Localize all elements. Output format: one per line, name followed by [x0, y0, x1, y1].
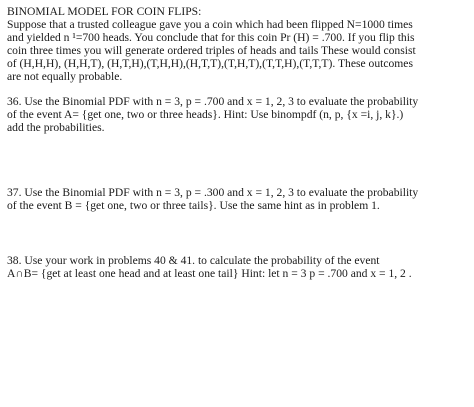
q38-line-1: 38. Use your work in problems 40 & 41. to calculate the probability of the event: [7, 254, 380, 268]
question-37: [7, 186, 469, 212]
question-38: [7, 254, 469, 280]
document-page: [7, 5, 469, 280]
q37-line-1: 37. Use the Binomial PDF with n = 3, p = .300 and x = 1, 2, 3 to evaluate the probability: [7, 185, 419, 199]
q38-line-2: A∩B= {get at least one head and at least one tail} Hint: let n = 3 p = .700 and x = 1, 2 .: [7, 267, 412, 281]
intro-line-4: of (H,H,H), (H,H,T), (H,T,H),(T,H,H),(H,T,T),(T,H,T),(T,T,H),(T,T,T). These outcomes: [7, 57, 413, 71]
q36-line-1: 36. Use the Binomial PDF with n = 3, p = .700 and x = 1, 2, 3 to evaluate the probability: [7, 94, 419, 108]
q36-line-2: of the event A= {get one, two or three heads}. Hint: Use binompdf (n, p, {x =i, j, k}.): [7, 107, 404, 121]
intro-line-3: coin three times you will generate ordered triples of heads and tails These would consist: [7, 44, 416, 58]
intro-line-2: and yielded n ¹=700 heads. You conclude that for this coin Pr (H) = .700. If you flip this: [7, 31, 415, 45]
q37-line-2: of the event B = {get one, two or three tails}. Use the same hint as in problem 1.: [7, 198, 380, 212]
question-36: [7, 95, 469, 134]
intro-paragraph: [7, 18, 469, 83]
q36-line-3: add the probabilities.: [7, 120, 105, 134]
document-title: BINOMIAL MODEL FOR COIN FLIPS:: [7, 5, 202, 18]
intro-line-1: Suppose that a trusted colleague gave you a coin which had been flipped N=1000 times: [7, 18, 413, 32]
intro-line-5: are not equally probable.: [7, 70, 123, 84]
